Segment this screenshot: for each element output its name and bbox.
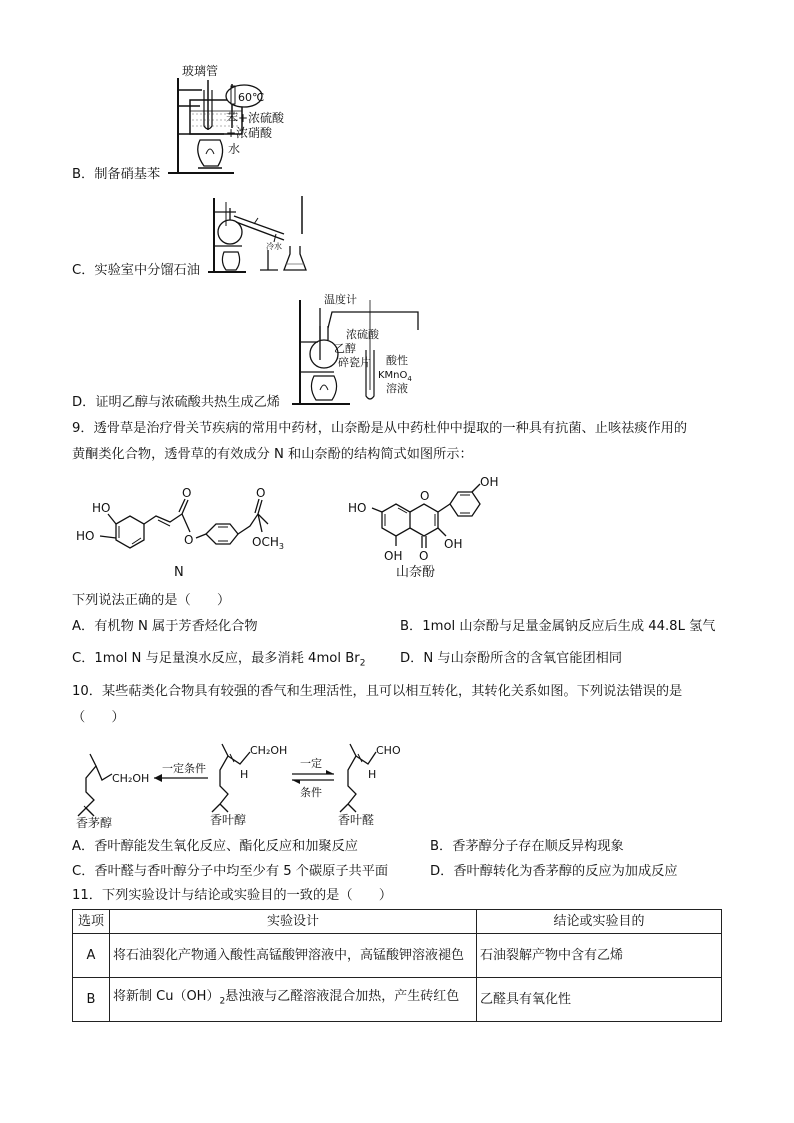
reagent-label-2: +浓硝酸 [226,126,273,140]
kaempferol-keto-oxygen: O [419,549,429,563]
header-result: 结论或实验目的 [477,910,722,934]
q8-option-b [72,166,160,184]
row-a-result: 石油裂解产物中含有乙烯 [477,934,722,978]
q9-stem-line-2: 黄酮类化合物，透骨草的有效成分 N 和山奈酚的结构简式如图所示： [72,447,473,462]
citronellol-label: 香茅醇 [76,816,113,830]
row-b-result: 乙醛具有氧化性 [477,978,722,1022]
kaempferol-ring-oxygen: O [420,489,430,503]
q8-option-b-text: 制备硝基苯 [94,167,161,182]
distillation-apparatus [206,194,310,278]
row-b-design-pre: 将新制 Cu（OH） [113,989,220,1005]
q8-option-c-text: 实验室中分馏石油 [94,263,200,278]
ethylene-apparatus [290,290,430,410]
row-a-design: 将石油裂化产物通入酸性高锰酸钾溶液中，高锰酸钾溶液褪色 [110,934,477,978]
temperature-label: 60℃ [238,91,265,104]
q8-option-d [72,394,280,412]
kaempferol-hydroxyl-4prime: OH [480,475,499,489]
geranial-label: 香叶醛 [338,813,375,827]
q8-option-c-letter: C． [72,263,95,278]
q11-stem: 11．下列实验设计与结论或实验目的一致的是（ ） [72,888,393,903]
q9-ask: 下列说法正确的是（ ） [72,593,231,608]
kaempferol-hydroxyl-7: HO [348,501,367,515]
molecule-n-structure [72,480,302,580]
geranial-h: H [368,768,377,781]
q8-option-b-letter: B． [72,167,95,182]
geraniol-label: 香叶醇 [210,813,247,827]
header-design: 实验设计 [110,910,477,934]
q9-option-c-text: C．1mol N 与足量溴水反应，最多消耗 4mol Br [72,651,360,666]
q9-option-d: D．N 与山奈酚所含的含氧官能团相同 [400,651,623,666]
q9-option-a: A．有机物 N 属于芳香烃化合物 [72,619,258,634]
thermometer-label: 温度计 [324,293,357,306]
water-label: 水 [228,142,241,156]
geranial-cho: CHO [376,744,401,757]
terpene-conversion-scheme [72,734,402,830]
kmno4-label-3: 溶液 [386,382,408,395]
molecule-n-label: N [174,565,184,580]
kmno4-label-1: 酸性 [386,354,408,367]
table-row [73,978,722,1022]
q10-stem-line-2: （ ） [72,710,125,725]
cold-water-label: 冷水 [266,242,282,251]
q10-option-b: B．香茅醇分子存在顺反异构现象 [430,839,624,854]
q10-option-c: C．香叶醛与香叶醇分子中均至少有 5 个碳原子共平面 [72,864,389,879]
arrow-condition-2a: 一定 [300,757,322,770]
ethanol-label: 乙醇 [334,342,356,355]
porcelain-label: 碎瓷片 [338,356,371,369]
kaempferol-structure [340,474,530,582]
geraniol-ch2oh: CH₂OH [250,744,288,757]
table-row [73,934,722,978]
n-hydroxyl-1: HO [92,501,111,515]
q11-table [72,909,722,1022]
table-header-row [73,910,722,934]
q9-option-b: B．1mol 山奈酚与足量金属钠反应后生成 44.8L 氢气 [400,619,716,634]
row-b-design-sub: 2 [219,996,226,1007]
kaempferol-hydroxyl-3: OH [444,537,463,551]
n-methoxy: $OCH_3$ [252,535,284,551]
kaempferol-hydroxyl-5: OH [384,549,403,563]
arrow-condition-2b: 条件 [300,786,322,799]
q9-stem-line-1: 9．透骨草是治疗骨关节疾病的常用中药材，山奈酚是从中药杜仲中提取的一种具有抗菌、止咳祛痰作用的 [72,421,688,436]
conc-sulfuric-label: 浓硫酸 [346,328,379,341]
kmno4-label-2: KMnO$_4$ [378,370,412,383]
nitrobenzene-apparatus [160,56,285,180]
n-carbonyl-oxygen-1: O [182,486,192,500]
citronellol-ch2oh: CH₂OH [112,772,150,785]
q10-stem-line-1: 10．某些萜类化合物具有较强的香气和生理活性，且可以相互转化，其转化关系如图。下列说法错误的是 [72,684,683,699]
q8-option-d-text: 证明乙醇与浓硫酸共热生成乙烯 [95,395,280,410]
arrow-condition-1: 一定条件 [162,762,206,775]
row-b-design [110,978,477,1022]
row-b-design-post: 悬浊液与乙醛溶液混合加热，产生砖红色 [225,989,460,1005]
q8-option-c [72,262,200,280]
reagent-label-1: 苯+浓硫酸 [226,111,285,125]
q8-option-d-letter: D． [72,395,96,410]
kaempferol-label: 山奈酚 [396,565,436,580]
n-carbonyl-oxygen-2: O [256,486,266,500]
header-option: 选项 [73,910,110,934]
row-a-option: A [73,934,110,978]
row-b-option: B [73,978,110,1022]
q9-option-c-subscript: 2 [359,658,366,669]
n-ester-oxygen: O [184,533,194,547]
q10-option-d: D．香叶醇转化为香茅醇的反应为加成反应 [430,864,678,879]
q9-option-c [72,650,365,673]
glass-tube-label: 玻璃管 [182,64,219,78]
n-hydroxyl-2: HO [76,529,95,543]
q10-option-a: A．香叶醇能发生氧化反应、酯化反应和加聚反应 [72,839,358,854]
geraniol-h: H [240,768,249,781]
